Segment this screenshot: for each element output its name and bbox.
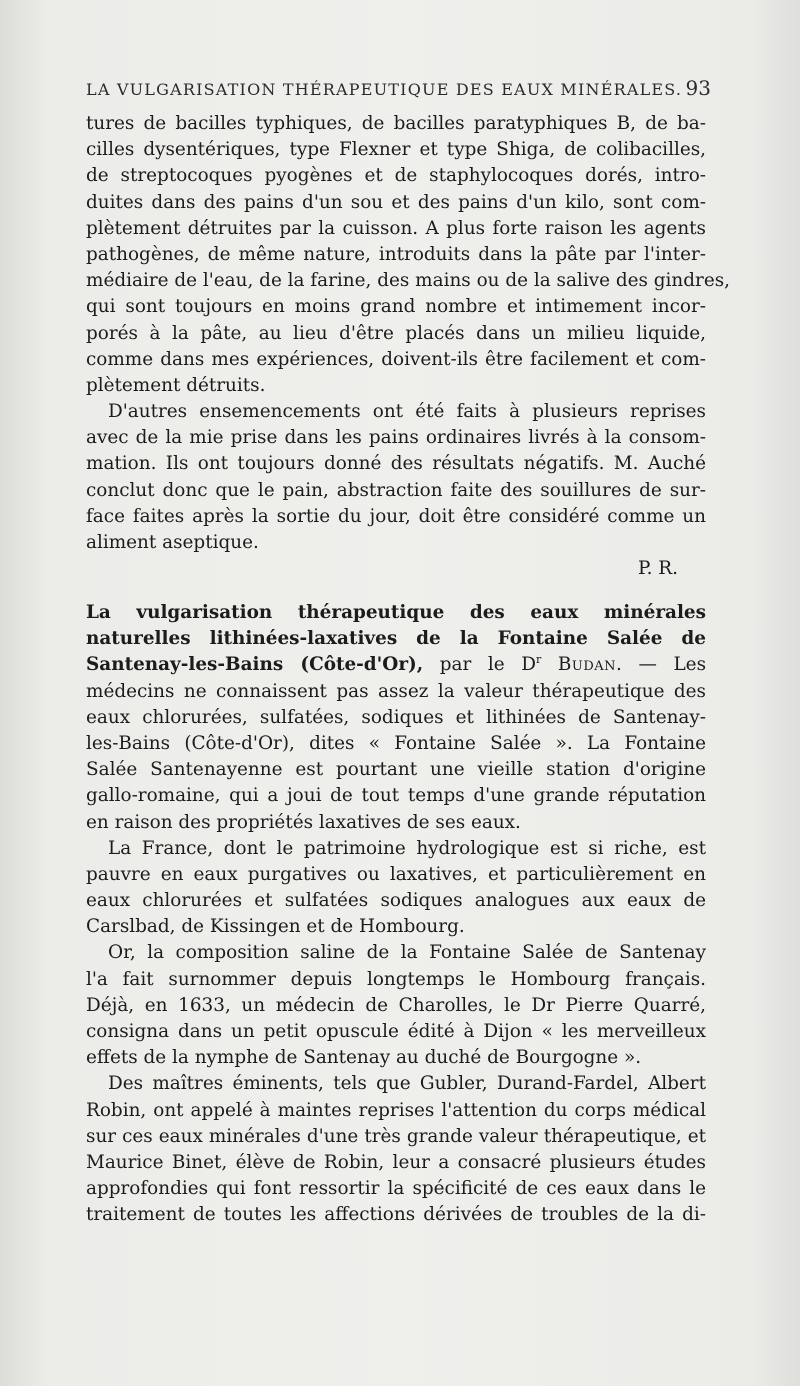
text-line: sur ces eaux minérales d'une très grande valeur thérapeutique, et	[86, 1125, 706, 1147]
article-title-line	[86, 652, 706, 678]
text-line: pathogènes, de même nature, introduits dans la pâte par l'inter-	[86, 243, 706, 265]
author-name: Budan	[557, 654, 617, 676]
text-line: duites dans des pains d'un sou et des pains d'un kilo, sont com-	[86, 191, 706, 213]
article-title-place: Santenay-les-Bains (Côte-d'Or),	[86, 654, 424, 676]
text-line: Maurice Binet, élève de Robin, leur a consacré plusieurs études	[86, 1151, 706, 1173]
text-line: en raison des propriétés laxatives de ses eaux.	[86, 811, 521, 833]
text-line: traitement de toutes les affections dérivées de troubles de la di-	[86, 1204, 706, 1226]
text-line: avec de la mie prise dans les pains ordinaires livrés à la consom-	[86, 427, 706, 449]
text-line: tures de bacilles typhiques, de bacilles paratyphiques B, de ba-	[86, 113, 706, 134]
text-line: médiaire de l'eau, de la farine, des mains ou de la salive des gindres,	[86, 270, 730, 292]
text-line: eaux chlorurées, sulfatées, sodiques et lithinées de Santenay-	[86, 706, 706, 728]
doctor-superscript: r	[535, 653, 542, 667]
text-line: de streptocoques pyogènes et de staphylocoques dorés, intro-	[86, 165, 706, 187]
text-line: effets de la nymphe de Santenay au duché de Bourgogne ».	[86, 1047, 642, 1069]
text-line: porés à la pâte, au lieu d'être placés dans un milieu liquide,	[86, 322, 706, 344]
text-line: aliment aseptique.	[86, 532, 259, 553]
running-title: LA VULGARISATION THÉRAPEUTIQUE DES EAUX MINÉRALES.	[86, 80, 683, 99]
text-line: médecins ne connaissent pas assez la valeur thérapeutique des	[86, 680, 706, 702]
article-title-line: naturelles lithinées-laxatives de la Fontaine Salée de	[86, 628, 706, 650]
text-line: conclut donc que le pain, abstraction faite des souillures de sur-	[86, 479, 706, 501]
text-line: Or, la composition saline de la Fontaine Salée de Santenay	[108, 942, 706, 964]
text-line: D'autres ensemencements ont été faits à plusieurs reprises	[108, 401, 706, 423]
text-line: approfondies qui font ressortir la spécificité de ces eaux dans le	[86, 1178, 706, 1200]
text-line: pauvre en eaux purgatives ou laxatives, et particulièrement en	[86, 863, 706, 885]
running-header	[86, 76, 711, 106]
signature: P. R.	[637, 558, 678, 580]
text-line: consigna dans un petit opuscule édité à Dijon « les merveilleux	[86, 1021, 706, 1042]
text-line: les-Bains (Côte-d'Or), dites « Fontaine Salée ». La Fontaine	[86, 732, 706, 754]
first-article	[86, 111, 730, 582]
second-article	[86, 600, 706, 1229]
text-line: qui sont toujours en moins grand nombre et intimement incor-	[86, 296, 706, 318]
text-line: mation. Ils ont toujours donné des résultats négatifs. M. Auché	[86, 453, 706, 475]
text-line: Déjà, en 1633, un médecin de Charolles, le Dr Pierre Quarré,	[86, 994, 706, 1016]
byline-rest: . — Les	[616, 654, 707, 676]
text-line: Des maîtres éminents, tels que Gubler, Durand-Fardel, Albert	[108, 1073, 706, 1095]
text-line: Robin, ont appelé à maintes reprises l'attention du corps médical	[86, 1099, 706, 1121]
page-number: 93	[685, 76, 711, 100]
article-title-line: La vulgarisation thérapeutique des eaux minérales	[86, 602, 706, 623]
byline: par le D	[423, 654, 536, 676]
text-line: plètement détruites par la cuisson. A plus forte raison les agents	[86, 217, 706, 239]
text-line: face faites après la sortie du jour, doit être considéré comme un	[86, 505, 706, 527]
text-line: plètement détruits.	[86, 374, 266, 396]
text-line: cilles dysentériques, type Flexner et type Shiga, de colibacilles,	[86, 139, 706, 161]
text-line: eaux chlorurées et sulfatées sodiques analogues aux eaux de	[86, 890, 706, 912]
text-line: Salée Santenayenne est pourtant une vieille station d'origine	[86, 759, 706, 781]
text-line: La France, dont le patrimoine hydrologique est si riche, est	[108, 837, 706, 859]
text-line: Carslbad, de Kissingen et de Hombourg.	[86, 916, 465, 938]
text-line: l'a fait surnommer depuis longtemps le Hombourg français.	[86, 968, 706, 990]
text-line: gallo-romaine, qui a joui de tout temps d'une grande réputation	[86, 785, 706, 807]
text-line: comme dans mes expériences, doivent-ils être facilement et com-	[86, 348, 706, 370]
